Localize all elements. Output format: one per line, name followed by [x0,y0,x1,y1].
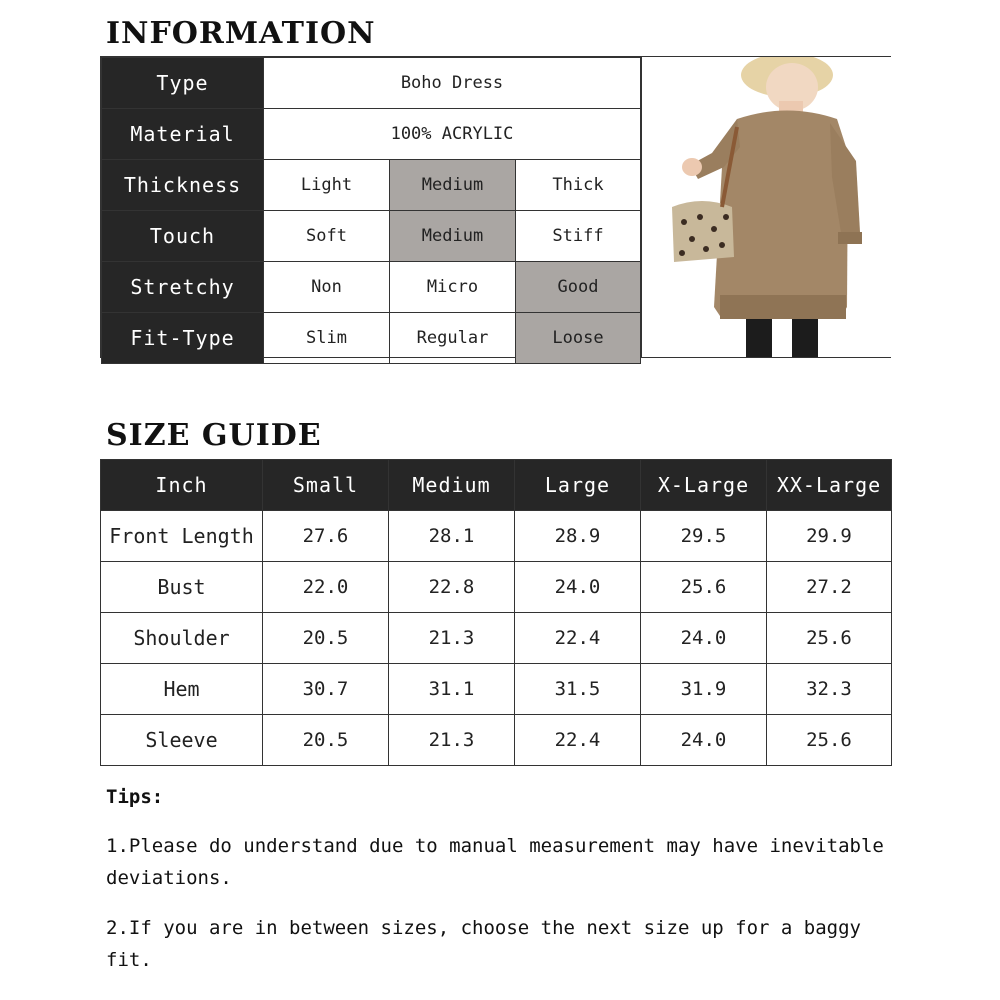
size-row-label: Shoulder [101,613,263,664]
tip-item: 1.Please do understand due to manual measurement may have inevitable deviations. [106,835,884,889]
size-value: 30.7 [263,664,389,715]
size-column-header: X-Large [641,460,767,511]
size-value: 31.9 [641,664,767,715]
tips-heading: Tips: [106,786,164,808]
size-value: 24.0 [641,715,767,766]
size-value: 25.6 [767,613,892,664]
size-value: 21.3 [389,715,515,766]
information-table [101,57,641,364]
model-wearing-sweater-image [642,57,891,357]
size-value: 21.3 [389,613,515,664]
size-value: 25.6 [641,562,767,613]
information-panel [100,56,891,358]
size-guide-header-row [101,460,892,511]
size-value: 20.5 [263,715,389,766]
info-label: Thickness [102,160,264,211]
info-option: Soft [264,211,390,262]
info-option: Slim [264,313,390,364]
size-column-header: Large [515,460,641,511]
size-column-header: Medium [389,460,515,511]
size-value: 31.1 [389,664,515,715]
info-row-fit-type [102,313,641,364]
info-option: Light [264,160,390,211]
tips-section [106,786,906,994]
information-title: INFORMATION [106,16,376,51]
info-label: Stretchy [102,262,264,313]
info-row-thickness [102,160,641,211]
info-label: Material [102,109,264,160]
size-row-label: Hem [101,664,263,715]
info-option: Stiff [516,211,641,262]
size-row [101,613,892,664]
size-value: 20.5 [263,613,389,664]
info-option: Non [264,262,390,313]
info-option: Regular [390,313,516,364]
size-value: 29.9 [767,511,892,562]
info-row-touch [102,211,641,262]
size-row-label: Front Length [101,511,263,562]
info-option: Medium [390,160,516,211]
info-option: Good [516,262,641,313]
size-value: 22.0 [263,562,389,613]
info-option: Micro [390,262,516,313]
info-label: Type [102,58,264,109]
size-row [101,664,892,715]
size-row [101,511,892,562]
tip-item: 2.If you are in between sizes, choose the next size up for a baggy fit. [106,917,861,971]
size-row [101,562,892,613]
info-row-type [102,58,641,109]
size-value: 27.2 [767,562,892,613]
size-value: 22.8 [389,562,515,613]
size-guide-title: SIZE GUIDE [106,418,322,453]
info-label: Touch [102,211,264,262]
size-value: 28.1 [389,511,515,562]
size-value: 25.6 [767,715,892,766]
info-row-material [102,109,641,160]
size-row [101,715,892,766]
size-value: 24.0 [515,562,641,613]
size-row-label: Sleeve [101,715,263,766]
info-option: Thick [516,160,641,211]
info-value: Boho Dress [264,58,641,109]
size-value: 28.9 [515,511,641,562]
size-column-header: XX-Large [767,460,892,511]
size-value: 27.6 [263,511,389,562]
size-value: 22.4 [515,715,641,766]
size-guide-table [100,459,892,766]
info-value: 100% ACRYLIC [264,109,641,160]
product-photo [641,57,891,357]
size-column-header: Small [263,460,389,511]
info-row-stretchy [102,262,641,313]
info-option: Loose [516,313,641,364]
size-row-label: Bust [101,562,263,613]
size-value: 29.5 [641,511,767,562]
size-value: 24.0 [641,613,767,664]
size-value: 32.3 [767,664,892,715]
size-value: 22.4 [515,613,641,664]
size-column-header: Inch [101,460,263,511]
size-value: 31.5 [515,664,641,715]
info-label: Fit-Type [102,313,264,364]
info-option: Medium [390,211,516,262]
